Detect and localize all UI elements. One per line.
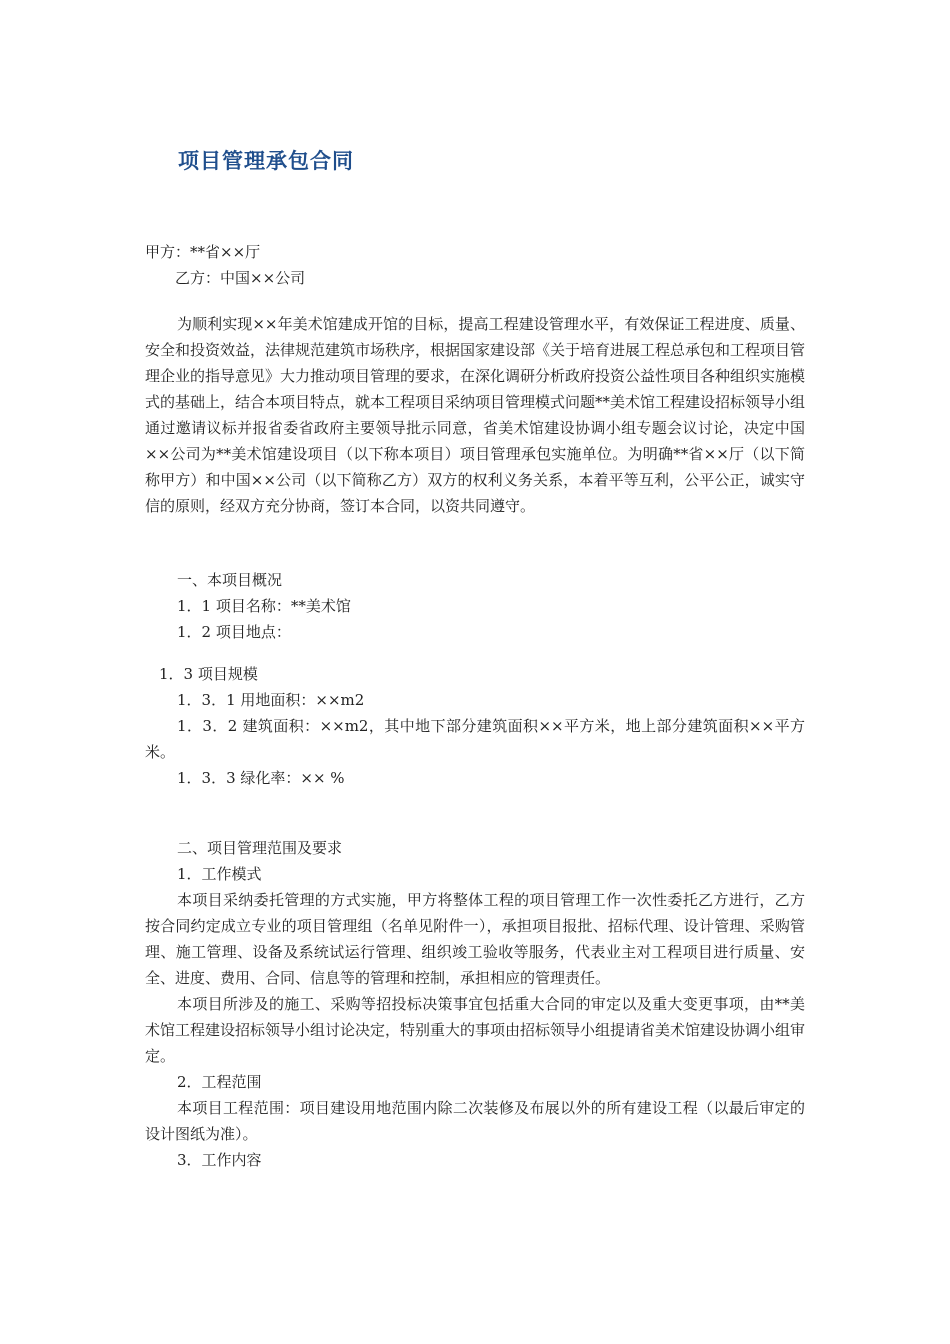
intro-paragraph: 为顺利实现××年美术馆建成开馆的目标，提高工程建设管理水平，有效保证工程进度、质量、安全和投资效益，法律规范建筑市场秩序，根据国家建设部《关于培育进展工程总承包和工程项目管理企业的指导意见》大力推动项目管理的要求，在深化调研分析政府投资公益性项目各种组织实施模式的基础上，结合本项目特点，就本工程项目采纳项目管理模式问题**美术馆工程建设招标领导小组通过邀请议标并报省委省政府主要领导批示同意，省美术馆建设协调小组专题会议讨论，决定中国××公司为**美术馆建设项目（以下称本项目）项目管理承包实施单位。为明确**省××厅（以下简称甲方）和中国××公司（以下简称乙方）双方的权利义务关系，本着平等互利，公平公正，诚实守信的原则，经双方充分协商，签订本合同，以资共同遵守。 bbox=[145, 315, 806, 515]
spacer bbox=[145, 519, 805, 567]
sub3-title: 3．工作内容 bbox=[177, 1151, 262, 1169]
sub1-title: 1．工作模式 bbox=[177, 865, 262, 883]
spacer bbox=[145, 791, 805, 835]
item-1-3-3: 1．3．3 绿化率：×× % bbox=[177, 769, 345, 787]
item-1-1: 1．1 项目名称：**美术馆 bbox=[177, 597, 351, 615]
sub1-paragraph-2: 本项目所涉及的施工、采购等招投标决策事宜包括重大合同的审定以及重大变更事项，由**美术馆工程建设招标领导小组讨论决定，特别重大的事项由招标领导小组提请省美术馆建设协调小组审定。 bbox=[145, 995, 806, 1065]
spacer bbox=[145, 291, 805, 311]
section2-heading: 二、项目管理范围及要求 bbox=[177, 839, 343, 857]
section1-heading: 一、本项目概况 bbox=[177, 571, 283, 589]
document-title: 项目管理承包合同 bbox=[178, 149, 354, 173]
document-body bbox=[145, 239, 805, 1173]
sub2-paragraph-1: 本项目工程范围：项目建设用地范围内除二次装修及布展以外的所有建设工程（以最后审定的设计图纸为准）。 bbox=[145, 1099, 805, 1143]
sub1-paragraph-1: 本项目采纳委托管理的方式实施，甲方将整体工程的项目管理工作一次性委托乙方进行，乙方按合同约定成立专业的项目管理组（名单见附件一），承担项目报批、招标代理、设计管理、采购管理、施工管理、设备及系统试运行管理、组织竣工验收等服务，代表业主对工程项目进行质量、安全、进度、费用、合同、信息等的管理和控制，承担相应的管理责任。 bbox=[145, 891, 805, 987]
item-1-3-2: 1．3．2 建筑面积：××m2，其中地下部分建筑面积××平方米，地上部分建筑面积××平方米。 bbox=[145, 717, 805, 761]
party-a: 甲方：**省××厅 bbox=[145, 243, 261, 261]
item-1-3: 1．3 项目规模 bbox=[159, 665, 258, 683]
sub2-title: 2．工程范围 bbox=[177, 1073, 262, 1091]
item-1-2: 1．2 项目地点： bbox=[177, 623, 291, 641]
spacer bbox=[145, 645, 805, 661]
party-b: 乙方：中国××公司 bbox=[175, 269, 306, 287]
item-1-3-1: 1．3．1 用地面积：××m2 bbox=[177, 691, 365, 709]
